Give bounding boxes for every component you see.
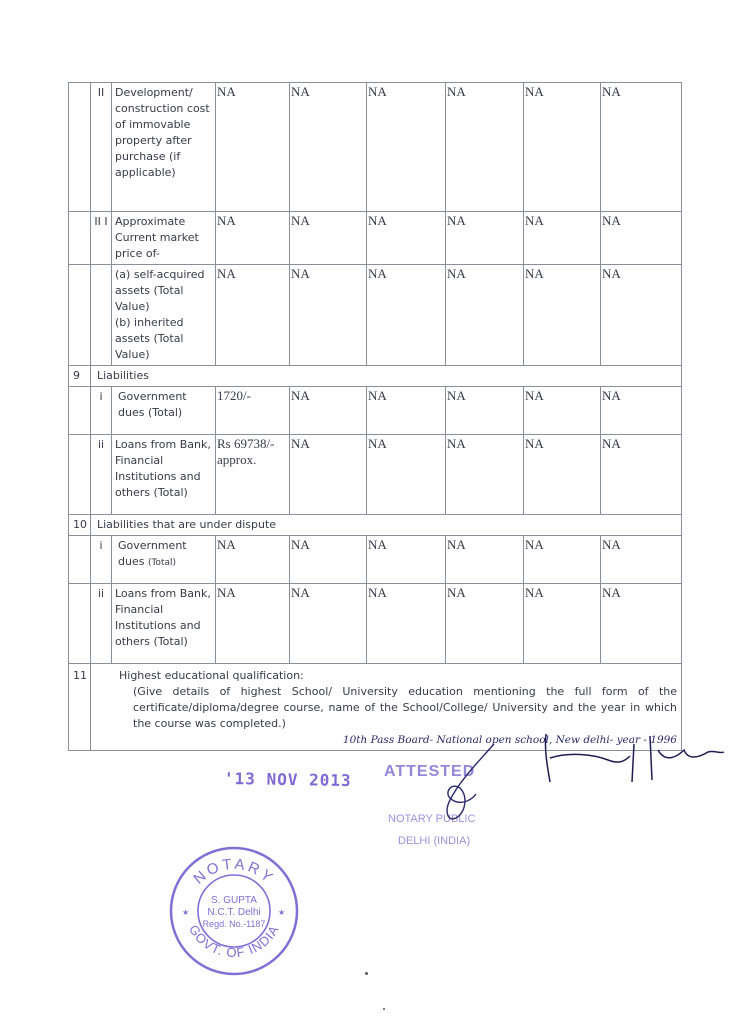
section-title: Liabilities — [91, 366, 682, 387]
value-cell: NA — [290, 435, 367, 515]
value-cell: NA — [524, 387, 601, 435]
value-cell: NA — [367, 83, 446, 212]
notary-seal — [168, 845, 300, 977]
section-title: Highest educational qualification: — [119, 669, 304, 682]
sub-no-cell: ii — [91, 584, 112, 664]
notary-signature — [420, 740, 500, 830]
value-cell: 1720/- — [216, 387, 290, 435]
value-cell: NA — [216, 536, 290, 584]
value-cell: NA — [290, 584, 367, 664]
signature — [538, 730, 728, 790]
sno-cell — [69, 265, 91, 366]
item-label-cell: Development/ construction cost of immovable property after purchase (if applicable) — [112, 83, 216, 212]
section-header-row — [69, 515, 682, 536]
value-cell: NA — [601, 265, 682, 366]
item-label-small: (Total) — [147, 558, 176, 568]
attested-stamp: ATTESTED — [384, 763, 476, 780]
seal-name: S. GUPTA — [211, 895, 257, 906]
value-cell: NA — [446, 387, 524, 435]
date-stamp: '13 NOV 2013 — [223, 768, 352, 791]
value-cell: NA — [524, 536, 601, 584]
value-cell: NA — [601, 387, 682, 435]
value-cell: NA — [216, 584, 290, 664]
notary-stamp-line2: DELHI (INDIA) — [398, 835, 471, 847]
value-cell: NA — [367, 212, 446, 265]
self-acquired-label: (a) self-acquired assets (Total Value) — [115, 268, 205, 313]
section-number: 9 — [69, 366, 91, 387]
value-cell: NA — [601, 212, 682, 265]
value-cell: NA — [446, 435, 524, 515]
item-label-cell — [112, 265, 216, 366]
value-cell: NA — [601, 83, 682, 212]
value-cell: NA — [524, 435, 601, 515]
handwritten-answer: 10th Pass Board- National open school, New delhi- year - 1996 — [342, 734, 677, 746]
item-label-cell: Loans from Bank, Financial Institutions and others (Total) — [112, 584, 216, 664]
value-cell: NA — [601, 435, 682, 515]
section-number: 11 — [69, 664, 91, 751]
sno-cell — [69, 387, 91, 435]
table-row — [69, 584, 682, 664]
value-cell: NA — [216, 83, 290, 212]
value-cell: NA — [446, 265, 524, 366]
seal-star-left: ★ — [182, 908, 190, 917]
value-cell: NA — [446, 536, 524, 584]
value-cell: NA — [367, 536, 446, 584]
value-cell: NA — [446, 212, 524, 265]
seal-reg: Regd. No.-1187 — [202, 919, 266, 929]
inherited-label: (b) inherited assets (Total Value) — [115, 316, 184, 361]
instruction-note: (Give details of highest School/ University education mentioning the full form of the certificate/diploma/degree course, name of the School/College/ University and the year in which the course was completed.) — [133, 685, 677, 730]
table-row — [69, 435, 682, 515]
value-cell: NA — [524, 212, 601, 265]
section-number: 10 — [69, 515, 91, 536]
section-header-row — [69, 366, 682, 387]
sub-no-cell — [91, 265, 112, 366]
sub-no-cell: i — [91, 536, 112, 584]
sub-no-cell: II I — [91, 212, 112, 265]
item-label-cell: Loans from Bank, Financial Institutions and others (Total) — [112, 435, 216, 515]
value-cell: NA — [216, 265, 290, 366]
table-row — [69, 265, 682, 366]
sub-no-cell: ii — [91, 435, 112, 515]
table-row — [69, 83, 682, 212]
svg-text:NOTARY — [190, 856, 278, 888]
value-cell: NA — [367, 265, 446, 366]
table-row — [69, 212, 682, 265]
value-cell: NA — [446, 83, 524, 212]
page-speck — [383, 1008, 385, 1010]
value-cell: NA — [524, 83, 601, 212]
sub-no-cell: i — [91, 387, 112, 435]
sno-cell — [69, 83, 91, 212]
value-cell: Rs 69738/- approx. — [216, 435, 290, 515]
sno-cell — [69, 536, 91, 584]
value-cell: NA — [601, 536, 682, 584]
sub-no-cell: II — [91, 83, 112, 212]
item-label-cell — [112, 536, 216, 584]
value-cell: NA — [216, 212, 290, 265]
seal-star-right: ★ — [278, 908, 286, 917]
value-cell: NA — [290, 387, 367, 435]
value-cell: NA — [524, 584, 601, 664]
value-cell: NA — [290, 83, 367, 212]
value-cell: NA — [290, 212, 367, 265]
notary-stamp-line1: NOTARY PUBLIC — [388, 813, 476, 825]
table-row — [69, 536, 682, 584]
value-cell: NA — [446, 584, 524, 664]
seal-bottom-text: GOVT. OF INDIA — [185, 922, 283, 961]
value-cell: NA — [367, 387, 446, 435]
value-cell: NA — [290, 265, 367, 366]
value-cell: NA — [601, 584, 682, 664]
value-cell: NA — [367, 584, 446, 664]
table-row — [69, 387, 682, 435]
item-label-cell: Government dues (Total) — [112, 387, 216, 435]
seal-top-text: NOTARY — [190, 855, 278, 888]
sno-cell — [69, 584, 91, 664]
value-cell: NA — [524, 265, 601, 366]
item-label-cell: Approximate Current market price of- — [112, 212, 216, 265]
seal-area: N.C.T. Delhi — [207, 907, 261, 918]
item-label: Government dues — [118, 539, 187, 568]
sno-cell — [69, 435, 91, 515]
value-cell: NA — [290, 536, 367, 584]
section-title: Liabilities that are under dispute — [91, 515, 682, 536]
value-cell: NA — [367, 435, 446, 515]
sno-cell — [69, 212, 91, 265]
asset-liability-table — [68, 82, 682, 751]
page-speck — [365, 972, 368, 975]
